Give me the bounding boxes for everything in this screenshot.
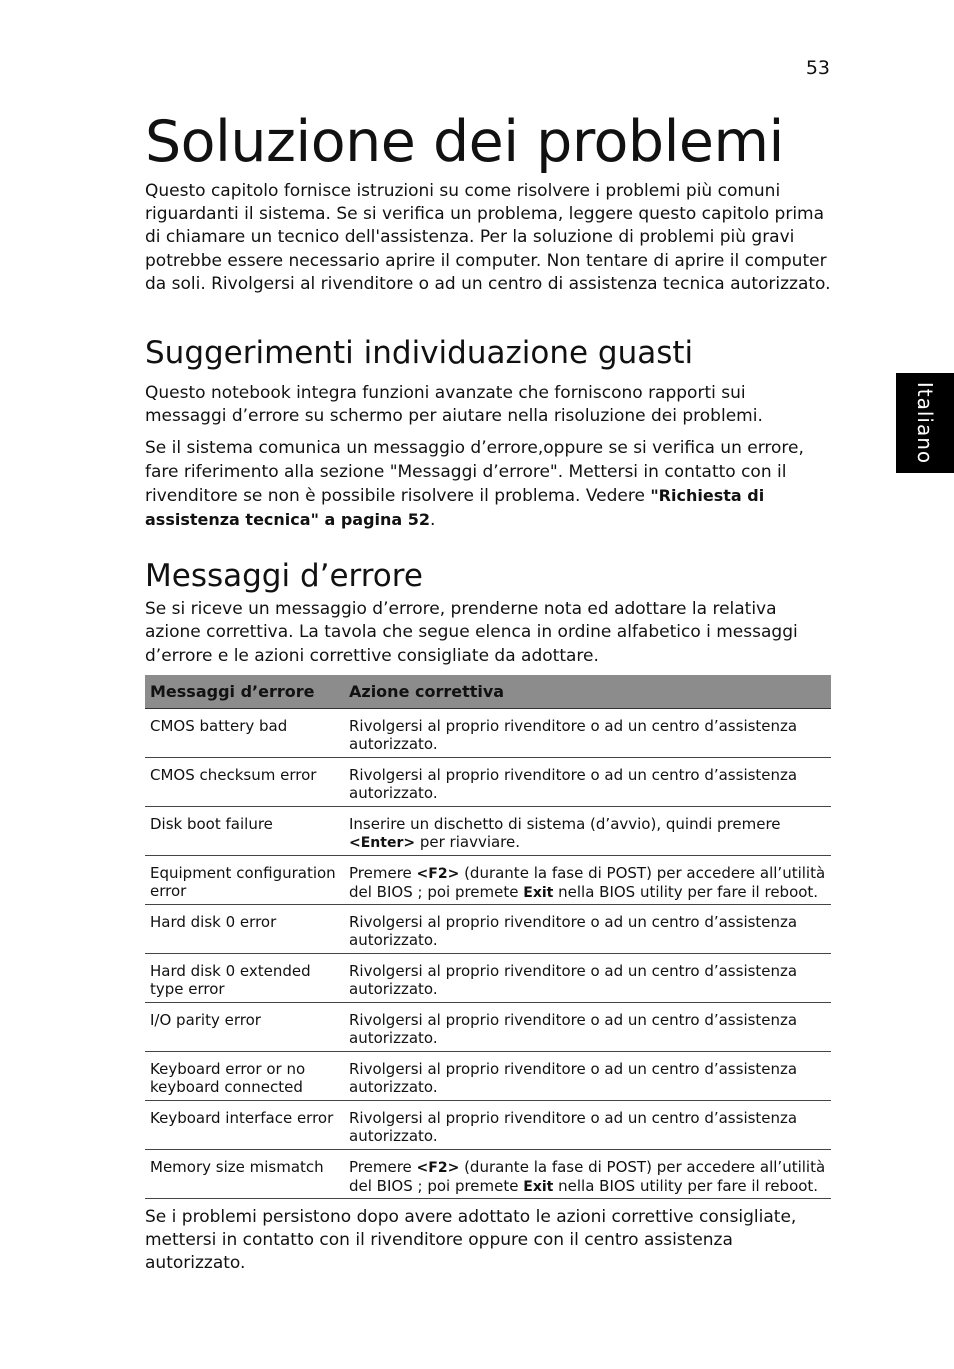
language-tab-label: Italiano bbox=[913, 381, 937, 465]
action-cell: Rivolgersi al proprio rivenditore o ad un centro d’assistenza autorizzato. bbox=[344, 757, 831, 806]
action-text: Premere bbox=[349, 863, 417, 882]
messages-paragraph: Se si riceve un messaggio d’errore, prenderne nota ed adottare la relativa azione correttiva. La tavola che segue elenca in ordine alfabetico i messaggi d’errore e le azioni correttive consigliate da adottare. bbox=[145, 599, 798, 666]
page-content bbox=[145, 104, 831, 1275]
support-reference-link[interactable]: "Richiesta di assistenza tecnica" a pagina 52 bbox=[145, 485, 765, 530]
error-message-cell: Keyboard error or no keyboard connected bbox=[145, 1051, 344, 1100]
action-cell: Rivolgersi al proprio rivenditore o ad un centro d’assistenza autorizzato. bbox=[344, 1002, 831, 1051]
section-heading-hints: Suggerimenti individuazione guasti bbox=[145, 335, 694, 372]
error-message-cell: CMOS checksum error bbox=[145, 757, 344, 806]
table-row bbox=[145, 806, 831, 855]
action-text: per riavviare. bbox=[415, 832, 521, 851]
table-row bbox=[145, 1100, 831, 1149]
language-tab bbox=[896, 373, 954, 473]
error-message-cell: Keyboard interface error bbox=[145, 1100, 344, 1149]
action-cell bbox=[344, 806, 831, 855]
action-text: nella BIOS utility per fare il reboot. bbox=[553, 1176, 819, 1195]
error-message-cell: I/O parity error bbox=[145, 1002, 344, 1051]
table-row bbox=[145, 1051, 831, 1100]
action-cell: Rivolgersi al proprio rivenditore o ad un centro d’assistenza autorizzato. bbox=[344, 708, 831, 757]
table-row bbox=[145, 1149, 831, 1198]
table-row bbox=[145, 855, 831, 904]
action-cell: Rivolgersi al proprio rivenditore o ad un centro d’assistenza autorizzato. bbox=[344, 1100, 831, 1149]
error-message-cell: Hard disk 0 extended type error bbox=[145, 953, 344, 1002]
action-cell: Rivolgersi al proprio rivenditore o ad un centro d’assistenza autorizzato. bbox=[344, 1051, 831, 1100]
hints-paragraph-1: Questo notebook integra funzioni avanzate che forniscono rapporti sui messaggi d’errore su schermo per aiutare nella risoluzione dei problemi. bbox=[145, 383, 763, 427]
page-title: Soluzione dei problemi bbox=[145, 109, 784, 175]
error-messages-table bbox=[145, 675, 831, 1199]
table-row bbox=[145, 757, 831, 806]
action-text: Premere bbox=[349, 1157, 417, 1176]
error-message-cell: CMOS battery bad bbox=[145, 708, 344, 757]
key-label: <F2> bbox=[416, 1159, 460, 1176]
action-cell: Rivolgersi al proprio rivenditore o ad un centro d’assistenza autorizzato. bbox=[344, 904, 831, 953]
action-text: (durante la fase di POST) per accedere all’utilità del BIOS ; poi premete bbox=[349, 863, 826, 901]
page-number: 53 bbox=[805, 57, 830, 79]
closing-paragraph: Se i problemi persistono dopo avere adottato le azioni correttive consigliate, mettersi in contatto con il rivenditore oppure con il centro assistenza autorizzato. bbox=[145, 1206, 797, 1274]
error-message-cell: Memory size mismatch bbox=[145, 1149, 344, 1198]
error-message-cell: Disk boot failure bbox=[145, 806, 344, 855]
table-header-row bbox=[145, 675, 831, 709]
section-heading-messages: Messaggi d’errore bbox=[145, 558, 423, 595]
column-header-message: Messaggi d’errore bbox=[145, 675, 344, 709]
table-row bbox=[145, 708, 831, 757]
action-text: Inserire un dischetto di sistema (d’avvio), quindi premere bbox=[349, 814, 781, 833]
action-text: (durante la fase di POST) per accedere all’utilità del BIOS ; poi premete bbox=[349, 1157, 826, 1195]
action-cell bbox=[344, 855, 831, 904]
table-row bbox=[145, 1002, 831, 1051]
key-label: <F2> bbox=[416, 865, 460, 882]
table-row bbox=[145, 904, 831, 953]
key-label: Exit bbox=[523, 1178, 554, 1195]
hints-paragraph-2-text: Se il sistema comunica un messaggio d’errore,oppure se si verifica un errore, fare riferimento alla sezione "Messaggi d’errore". Mettersi in contatto con il rivenditore se non è possibile risolvere il problema. Vedere bbox=[145, 438, 804, 506]
action-text: nella BIOS utility per fare il reboot. bbox=[553, 882, 819, 901]
error-message-cell: Hard disk 0 error bbox=[145, 904, 344, 953]
column-header-action: Azione correttiva bbox=[344, 675, 831, 709]
error-message-cell: Equipment configuration error bbox=[145, 855, 344, 904]
intro-paragraph: Questo capitolo fornisce istruzioni su come risolvere i problemi più comuni riguardanti il sistema. Se si verifica un problema, leggere questo capitolo prima di chiamare un tecnico dell'assistenza. Per la soluzione di problemi più gravi potrebbe essere necessario aprire il computer. Non tentare di aprire il computer da soli. Rivolgersi al rivenditore o ad un centro di assistenza tecnica autorizzato. bbox=[145, 181, 831, 294]
key-label: <Enter> bbox=[349, 834, 416, 851]
action-cell: Rivolgersi al proprio rivenditore o ad un centro d’assistenza autorizzato. bbox=[344, 953, 831, 1002]
key-label: Exit bbox=[523, 884, 554, 901]
action-cell bbox=[344, 1149, 831, 1198]
table-row bbox=[145, 953, 831, 1002]
hints-paragraph-2 bbox=[145, 437, 831, 532]
hints-paragraph-2-end: . bbox=[430, 510, 436, 531]
